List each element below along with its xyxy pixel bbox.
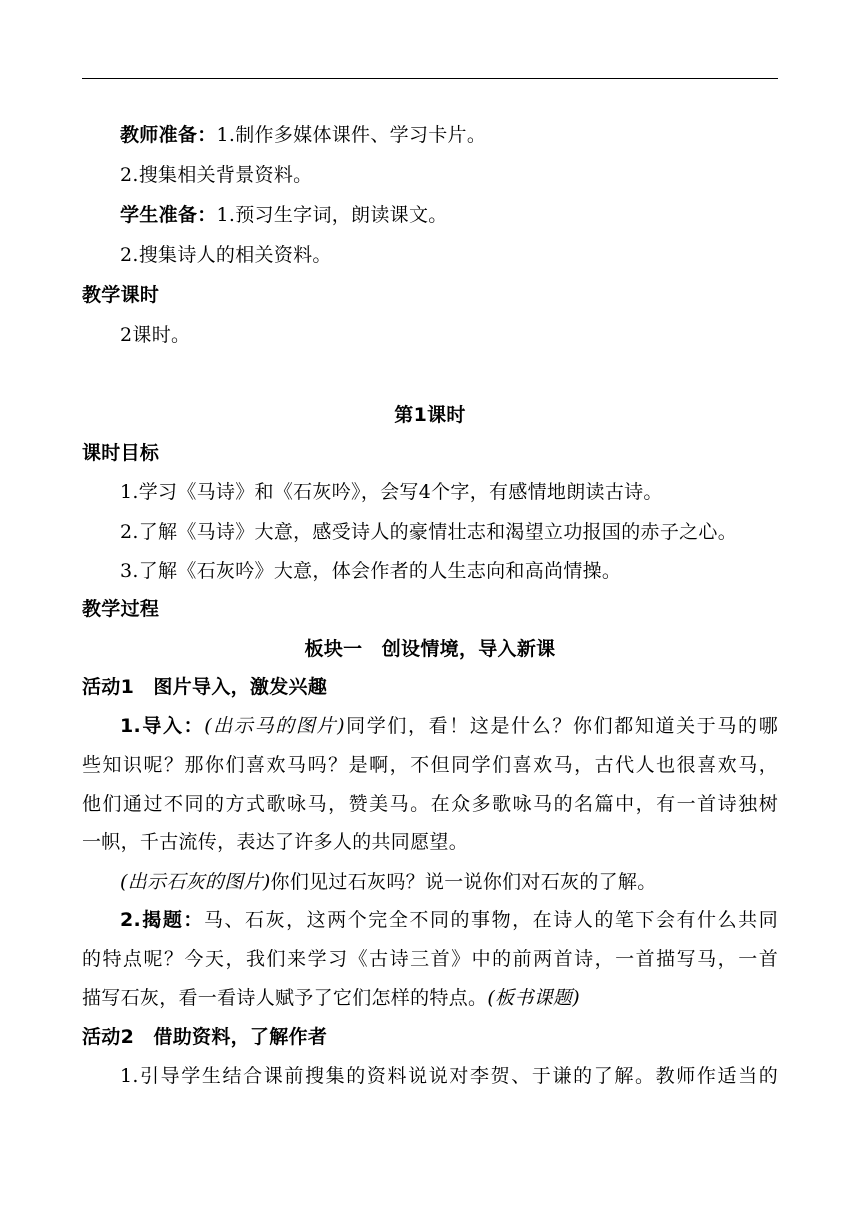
lime-picture-note: (出示石灰的图片) — [120, 871, 271, 893]
a1-p3-line1-text: 马、石灰，这两个完全不同的事物，在诗人的笔下会有什么共同 — [203, 909, 778, 931]
goals-heading: 课时目标 — [82, 442, 160, 464]
a1-p3-line3-text: 描写石灰，看一看诗人赋予了它们怎样的特点。 — [82, 987, 488, 1009]
teacher-prep-label: 教师准备： — [120, 124, 217, 146]
goal-item-1: 1.学习《马诗》和《石灰吟》，会写4个字，有感情地朗读古诗。 — [120, 481, 663, 503]
process-heading: 教学过程 — [82, 598, 160, 620]
a1-p2-line — [120, 870, 778, 894]
a1-p1-line1-text: 同学们，看！这是什么？你们都知道关于马的哪 — [344, 715, 778, 737]
teacher-prep-line — [120, 123, 778, 147]
teacher-prep-item-2: 2.搜集相关背景资料。 — [120, 164, 313, 186]
hours-heading: 教学课时 — [82, 284, 160, 306]
a1-p1-line1 — [120, 714, 778, 738]
a1-p1-line2: 些知识呢？那你们喜欢马吗？是啊，不但同学们喜欢马，古代人也很喜欢马， — [82, 754, 778, 776]
reveal-topic-label: 2.揭题： — [120, 909, 204, 931]
a1-p1-line4: 一帜，千古流传，表达了许多人的共同愿望。 — [82, 831, 469, 853]
student-prep-item-1: 1.预习生字词，朗读课文。 — [216, 204, 448, 226]
activity2-title: 活动2 借助资料，了解作者 — [82, 1026, 328, 1048]
activity1-title: 活动1 图片导入，激发兴趣 — [82, 676, 328, 698]
board-title-note: (板书课题) — [487, 987, 580, 1009]
a2-p1-line1: 1.引导学生结合课前搜集的资料说说对李贺、于谦的了解。教师作适当的 — [120, 1065, 778, 1087]
horse-picture-note: (出示马的图片) — [204, 715, 345, 737]
a1-p3-line1 — [120, 908, 778, 932]
student-prep-label: 学生准备： — [120, 204, 217, 226]
a1-p2-text: 你们见过石灰吗？说一说你们对石灰的了解。 — [270, 871, 657, 893]
header-rule — [82, 78, 778, 79]
student-prep-item-2: 2.搜集诗人的相关资料。 — [120, 244, 332, 266]
a1-p3-line3 — [82, 986, 778, 1010]
hours-value: 2课时。 — [120, 324, 191, 346]
block1-title: 板块一 创设情境，导入新课 — [304, 638, 556, 660]
lesson-title: 第1课时 — [394, 404, 466, 426]
a1-p1-line3: 他们通过不同的方式歌咏马，赞美马。在众多歌咏马的名篇中，有一首诗独树 — [82, 793, 778, 815]
a1-p3-line2: 的特点呢？今天，我们来学习《古诗三首》中的前两首诗，一首描写马，一首 — [82, 948, 778, 970]
teacher-prep-item-1: 1.制作多媒体课件、学习卡片。 — [216, 124, 487, 146]
goal-item-2: 2.了解《马诗》大意，感受诗人的豪情壮志和渴望立功报国的赤子之心。 — [120, 521, 738, 543]
student-prep-line — [120, 203, 778, 227]
goal-item-3: 3.了解《石灰吟》大意，体会作者的人生志向和高尚情操。 — [120, 560, 622, 582]
intro-label: 1.导入： — [120, 715, 205, 737]
